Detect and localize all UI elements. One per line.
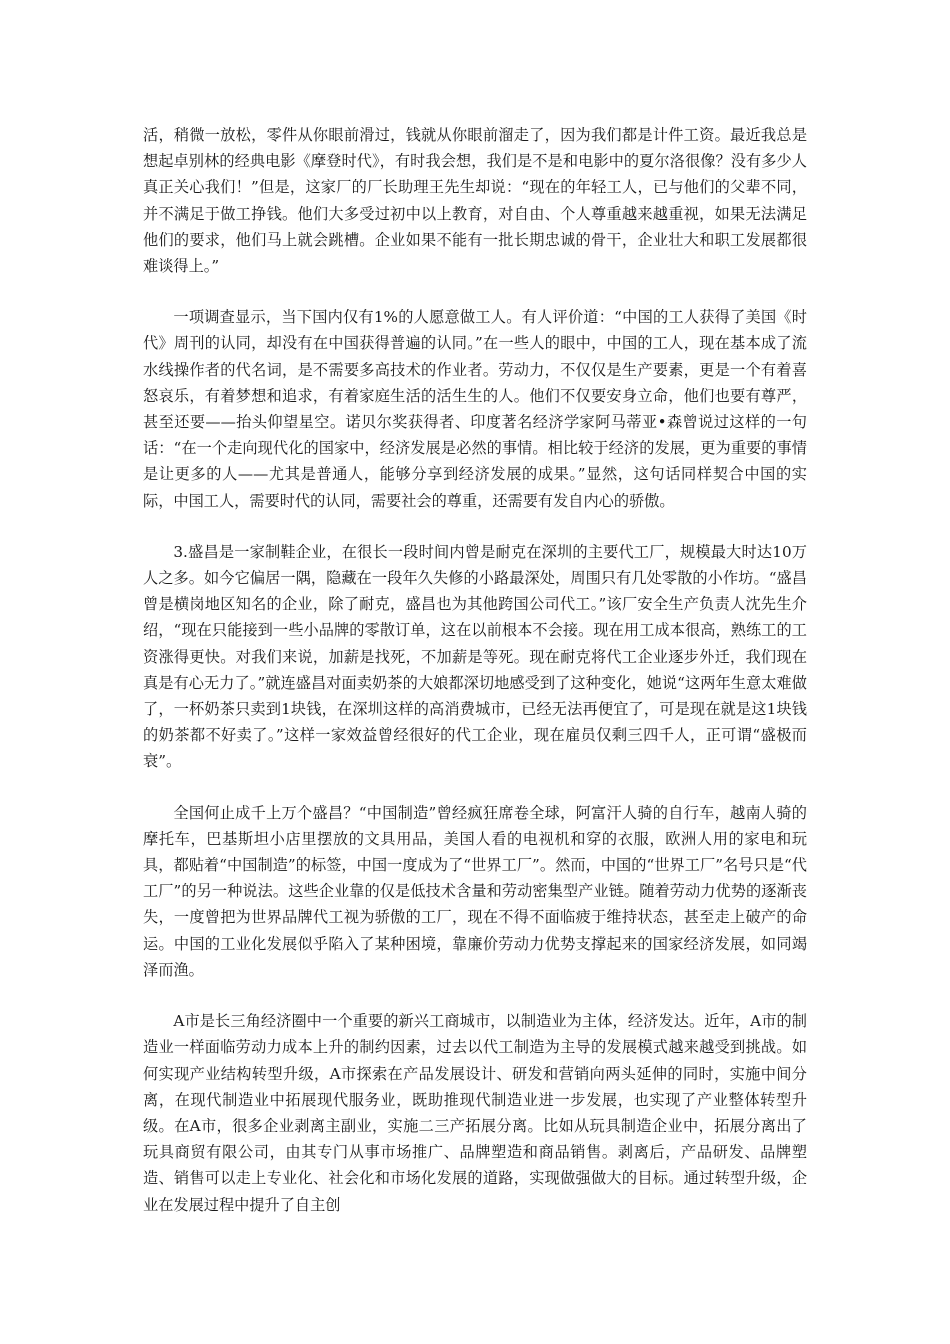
paragraph-city-a: A市是长三角经济圈中一个重要的新兴工商城市，以制造业为主体，经济发达。近年，A市的制造业一样面临劳动力成本上升的制约因素，过去以代工制造为主导的发展模式越来越受到挑战。如何实现产业结构转型升级，A市探索在产品发展设计、研发和营销向两头延伸的同时，实施中间分离，在现代制造业中拓展现代服务业，既助推现代制造业进一步发展，也实现了产业整体转型升级。在A市，很多企业剥离主副业，实施二三产拓展分离。比如从玩具制造企业中，拓展分离出了玩具商贸有限公司，由其专门从事市场推广、品牌塑造和商品销售。剥离后，产品研发、品牌塑造、销售可以走上专业化、社会化和市场化发展的道路，实现做强做大的目标。通过转型升级，企业在发展过程中提升了自主创 [143,1012,807,1214]
document-body [143,122,807,1243]
paragraph-continuation: 活，稍微一放松，零件从你眼前滑过，钱就从你眼前溜走了，因为我们都是计件工资。最近我总是想起卓别林的经典电影《摩登时代》，有时我会想，我们是不是和电影中的夏尔洛很像？没有多少人真正关心我们！”但是，这家厂的厂长助理王先生却说：“现在的年轻工人，已与他们的父辈不同，并不满足于做工挣钱。他们大多受过初中以上教育，对自由、个人尊重越来越重视，如果无法满足他们的要求，他们马上就会跳槽。企业如果不能有一批长期忠诚的骨干，企业壮大和职工发展都很难谈得上。” [143,126,807,276]
paragraph-made-in-china: 全国何止成千上万个盛昌？“中国制造”曾经疯狂席卷全球，阿富汗人骑的自行车，越南人骑的摩托车，巴基斯坦小店里摆放的文具用品，美国人看的电视机和穿的衣服，欧洲人用的家电和玩具，都贴着“中国制造”的标签，中国一度成为了“世界工厂”。然而，中国的“世界工厂”名号只是“代工厂”的另一种说法。这些企业靠的仅是低技术含量和劳动密集型产业链。随着劳动力优势的逐渐丧失，一度曾把为世界品牌代工视为骄傲的工厂，现在不得不面临疲于维持状态，甚至走上破产的命运。中国的工业化发展似乎陷入了某种困境，靠廉价劳动力优势支撑起来的国家经济发展，如同竭泽而渔。 [143,803,807,979]
paragraph-survey: 一项调查显示，当下国内仅有1%的人愿意做工人。有人评价道：“中国的工人获得了美国《时代》周刊的认同，却没有在中国获得普遍的认同。”在一些人的眼中，中国的工人，现在基本成了流水线操作者的代名词，是不需要多高技术的作业者。劳动力，不仅仅是生产要素，更是一个有着喜怒哀乐，有着梦想和追求，有着家庭生活的活生生的人。他们不仅要安身立命，他们也要有尊严，甚至还要——抬头仰望星空。诺贝尔奖获得者、印度著名经济学家阿马蒂亚•森曾说过这样的一句话：“在一个走向现代化的国家中，经济发展是必然的事情。相比较于经济的发展，更为重要的事情是让更多的人——尤其是普通人，能够分享到经济发展的成果。”显然，这句话同样契合中国的实际，中国工人，需要时代的认同，需要社会的尊重，还需要有发自内心的骄傲。 [143,308,807,510]
paragraph-shengchang: 3.盛昌是一家制鞋企业，在很长一段时间内曾是耐克在深圳的主要代工厂，规模最大时达10万人之多。如今它偏居一隅，隐藏在一段年久失修的小路最深处，周围只有几处零散的小作坊。“盛昌曾是横岗地区知名的企业，除了耐克，盛昌也为其他跨国公司代工。”该厂安全生产负责人沈先生介绍，“现在只能接到一些小品牌的零散订单，这在以前根本不会接。现在用工成本很高，熟练工的工资涨得更快。对我们来说，加薪是找死，不加薪是等死。现在耐克将代工企业逐步外迁，我们现在真是有心无力了。”就连盛昌对面卖奶茶的大娘都深切地感受到了这种变化，她说“这两年生意太难做了，一杯奶茶只卖到1块钱，在深圳这样的高消费城市，已经无法再便宜了，可是现在就是这1块钱的奶茶都不好卖了。”这样一家效益曾经很好的代工企业，现在雇员仅剩三四千人，正可谓“盛极而衰”。 [143,542,807,771]
